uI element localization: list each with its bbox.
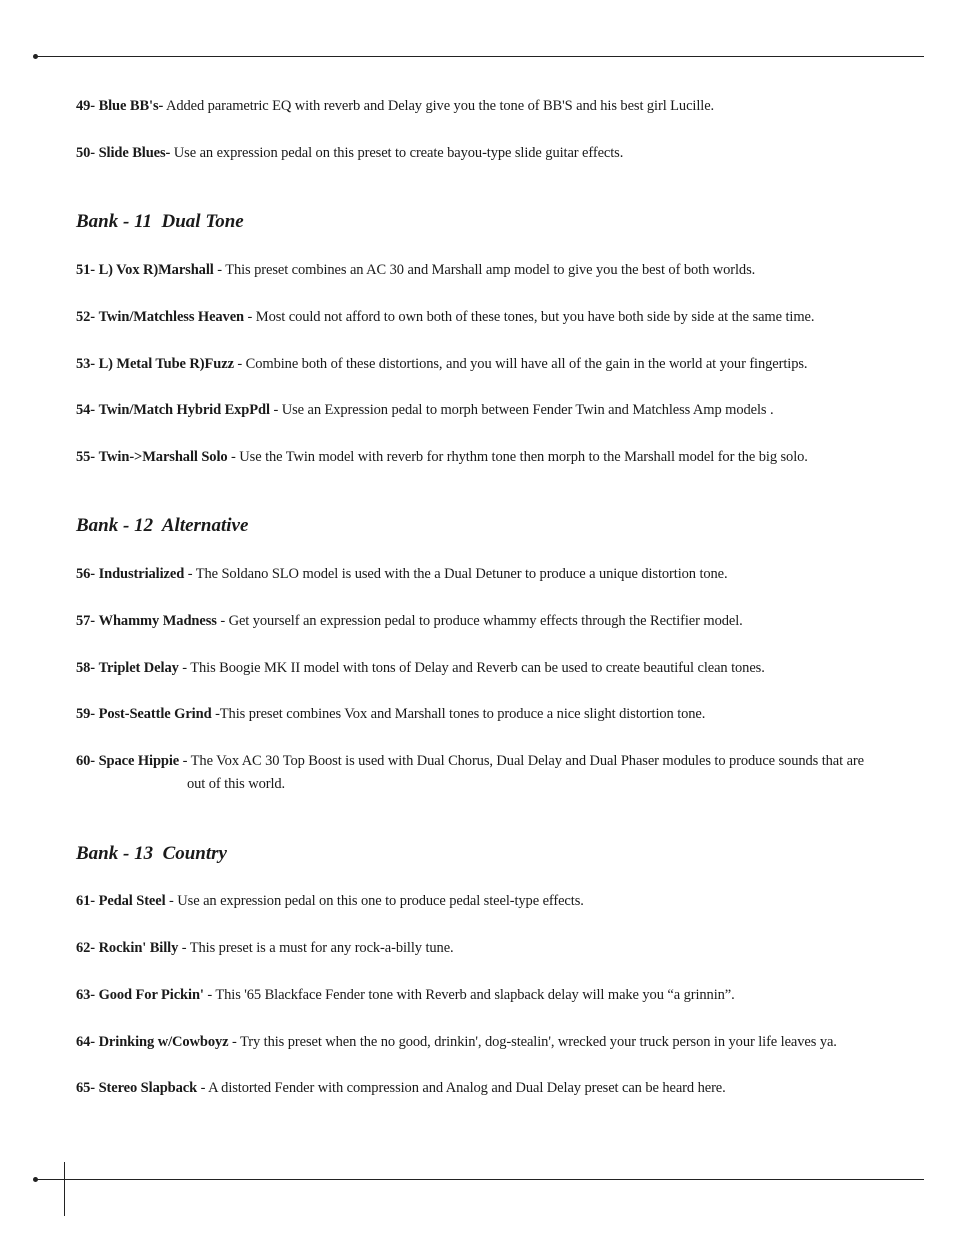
preset-number: 60- [76,753,96,769]
preset-description: - Try this preset when the no good, drinkin', dog-stealin', wrecked your truck person in your life leaves ya. [228,1034,837,1050]
preset-number: 51- [76,262,96,278]
preset-number: 61- [76,893,96,909]
preset-name: Blue BB's- [98,98,164,114]
preset-number: 55- [76,449,96,465]
preset-description: - Combine both of these distortions, and you will have all of the gain in the world at your fingertips. [233,356,808,372]
preset-description: - This preset is a must for any rock-a-billy tune. [178,940,454,956]
preset-number: 56- [76,566,96,582]
preset-entry-65 [76,1077,876,1100]
preset-entry-61 [76,890,876,913]
top-rule [36,56,924,57]
bank-heading-12: Bank - 12 Alternative [76,515,249,536]
preset-entry-63 [76,984,876,1007]
preset-description: - This Boogie MK II model with tons of Delay and Reverb can be used to create beautiful clean tones. [178,660,765,676]
preset-name: Triplet Delay [98,660,179,676]
preset-description: - The Vox AC 30 Top Boost is used with Dual Chorus, Dual Delay and Dual Phaser modules to produce sounds that are out of this world. [179,753,864,792]
preset-description: Added parametric EQ with reverb and Delay give you the tone of BB'S and his best girl Lucille. [163,98,715,114]
bottom-crop-mark [64,1162,65,1216]
preset-description: - The Soldano SLO model is used with the a Dual Detuner to produce a unique distortion tone. [184,566,728,582]
preset-description: - Use an expression pedal on this one to produce pedal steel-type effects. [165,893,584,909]
preset-name: Rockin' Billy [98,940,179,956]
preset-entry-59 [76,703,876,726]
preset-entry-62 [76,937,876,960]
preset-name: Pedal Steel [98,893,166,909]
preset-entry-57 [76,610,876,633]
preset-name: Twin/Match Hybrid ExpPdl [98,402,270,418]
preset-entry-60 [76,750,877,796]
preset-name: Twin/Matchless Heaven [98,309,245,325]
preset-name: Drinking w/Cowboyz [98,1034,229,1050]
preset-number: 65- [76,1080,96,1096]
bank-heading-13: Bank - 13 Country [76,843,227,864]
preset-number: 64- [76,1034,96,1050]
preset-name: Industrialized [98,566,185,582]
bank-heading-11: Bank - 11 Dual Tone [76,211,244,232]
preset-entry-55 [76,446,876,469]
preset-number: 57- [76,613,96,629]
preset-description: - Use an Expression pedal to morph between Fender Twin and Matchless Amp models . [269,402,774,418]
preset-entry-53 [76,353,876,376]
preset-description: - Get yourself an expression pedal to produce whammy effects through the Rectifier model. [216,613,743,629]
preset-entry-64 [76,1031,876,1054]
preset-entry-54 [76,399,876,422]
preset-entry-56 [76,563,876,586]
preset-description: Use an expression pedal on this preset to create bayou-type slide guitar effects. [170,145,624,161]
preset-description: -This preset combines Vox and Marshall tones to produce a nice slight distortion tone. [211,706,706,722]
preset-name: Whammy Madness [98,613,217,629]
preset-name: Twin->Marshall Solo [98,449,228,465]
preset-name: L) Vox R)Marshall [98,262,214,278]
preset-number: 54- [76,402,96,418]
preset-number: 50- [76,145,96,161]
preset-entry-51 [76,259,876,282]
preset-description: - This preset combines an AC 30 and Marshall amp model to give you the best of both worlds. [213,262,756,278]
preset-number: 49- [76,98,96,114]
preset-description: - A distorted Fender with compression and Analog and Dual Delay preset can be heard here. [197,1080,726,1096]
preset-entry-58 [76,657,876,680]
preset-description: - Use the Twin model with reverb for rhythm tone then morph to the Marshall model for the big solo. [227,449,808,465]
preset-number: 59- [76,706,96,722]
preset-name: Post-Seattle Grind [98,706,212,722]
preset-name: Slide Blues- [98,145,171,161]
preset-name: L) Metal Tube R)Fuzz [98,356,234,372]
bottom-rule [36,1179,924,1180]
preset-number: 53- [76,356,96,372]
preset-number: 52- [76,309,96,325]
preset-entry-49 [76,95,876,118]
preset-name: Space Hippie [98,753,180,769]
preset-entry-52 [76,306,876,329]
preset-name: Good For Pickin' [98,987,204,1003]
preset-description: - This '65 Blackface Fender tone with Reverb and slapback delay will make you “a grinnin”. [203,987,735,1003]
preset-number: 58- [76,660,96,676]
preset-name: Stereo Slapback [98,1080,198,1096]
preset-entry-50 [76,142,876,165]
preset-number: 63- [76,987,96,1003]
preset-number: 62- [76,940,96,956]
preset-description: - Most could not afford to own both of these tones, but you have both side by side at the same time. [244,309,815,325]
